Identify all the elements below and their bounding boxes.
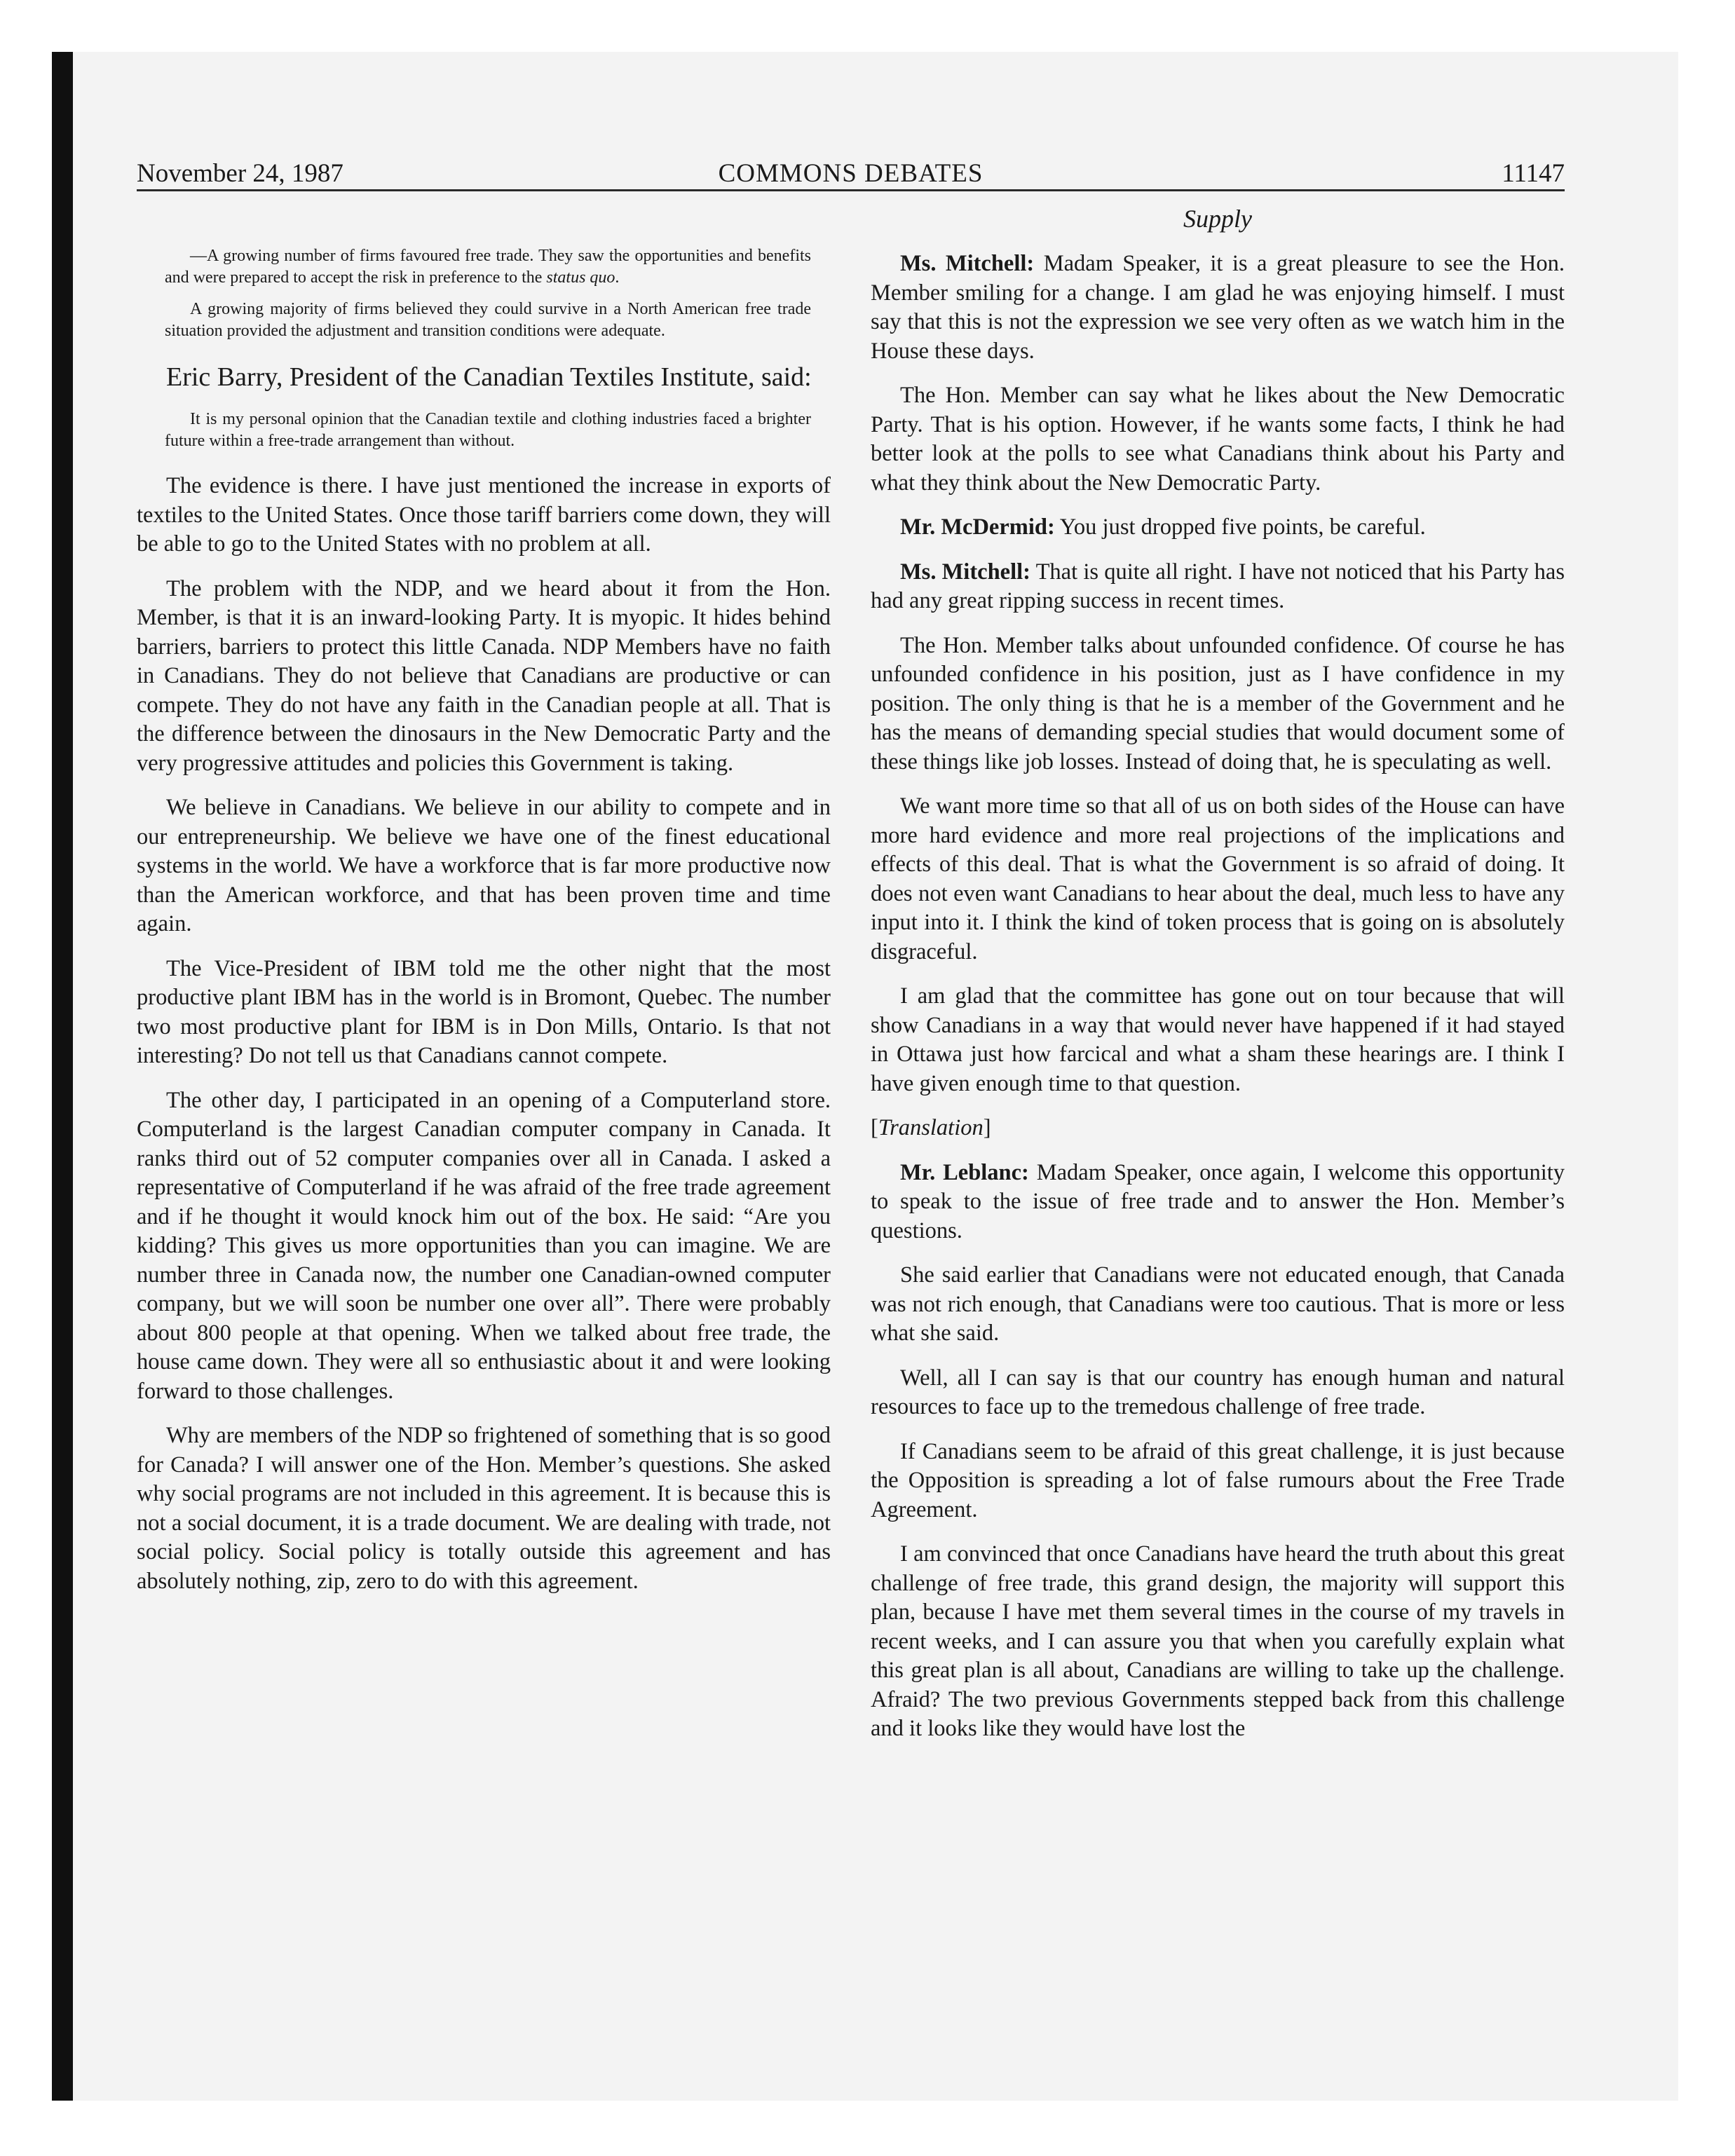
speaker-name: Ms. Mitchell:: [900, 559, 1030, 585]
speech-text: Madam Speaker, it is a great pleasure to see the Hon. Member smiling for a change. I am glad he was enjoying himself. I must say that this is not the expression we see very often as we watch him in the House these days.: [871, 251, 1565, 364]
speech-text: You just dropped five points, be careful.: [1054, 514, 1426, 540]
translation-marker: [871, 1114, 1565, 1143]
paragraph: Eric Barry, President of the Canadian Textiles Institute, said:: [166, 362, 812, 392]
left-column: [137, 203, 831, 1611]
bracket: ]: [983, 1115, 991, 1140]
header-rule: [137, 189, 1565, 191]
paragraph: If Canadians seem to be afraid of this great challenge, it is just because the Opposition is spreading a lot of false rumours about the Free Trade Agreement.: [871, 1438, 1565, 1522]
speaker-name: Ms. Mitchell:: [900, 251, 1035, 276]
quoted-passage: [137, 409, 831, 452]
paragraph: The Hon. Member talks about unfounded confidence. Of course he has unfounded confidence in his position, just as I have confidence in my position. The only thing is that he is a member of the Government and he has the means of demanding special studies that would document some of these things like job losses. Instead of doing that, he is speculating as well.: [871, 632, 1565, 775]
page-header: [137, 156, 1565, 192]
header-title: COMMONS DEBATES: [718, 159, 984, 188]
scan-edge-shadow: [52, 52, 73, 2101]
quote-italic-text: status quo: [546, 268, 615, 287]
speech-text: That is quite all right. I have not noticed that his Party has had any great ripping success in recent times.: [871, 559, 1565, 613]
speech-paragraph: [871, 1159, 1565, 1246]
translation-label: Translation: [878, 1115, 984, 1140]
header-date: November 24, 1987: [137, 159, 343, 188]
paragraph: The Vice-President of IBM told me the other night that the most productive plant IBM has in the world is in Bromont, Quebec. The number two most productive plant for IBM is in Don Mills, Ontario. Is that not interesting? Do not tell us that Canadians cannot compete.: [137, 955, 831, 1068]
paragraph: I am convinced that once Canadians have heard the truth about this great challenge of free trade, this grand design, the majority will support this plan, because I have met them several times in the course of my travels in recent weeks, and I can assure you that when you carefully explain what this great plan is all about, Canadians are willing to take up the challenge. Afraid? The two previous Governments stepped back from this challenge and it looks like they would have lost the: [871, 1541, 1565, 1741]
paragraph: The problem with the NDP, and we heard about it from the Hon. Member, is that it is an inward-looking Party. It is myopic. It hides behind barriers, barriers to protect this little Canada. NDP Members have no faith in Canadians. They do not believe that Canadians are productive or can compete. They do not have any faith in the Canadian people at all. That is the difference between the dinosaurs in the New Democratic Party and the very progressive attitudes and policies this Government is taking.: [137, 575, 831, 776]
bracket: [: [871, 1115, 878, 1140]
paragraph: We want more time so that all of us on both sides of the House can have more hard evidence and more real projections of the implications and effects of this deal. That is what the Government is so afraid of doing. It does not even want Canadians to hear about the deal, much less to have any input into it. I think the kind of token process that is going on is absolutely disgraceful.: [871, 793, 1565, 964]
paragraph: The Hon. Member can say what he likes about the New Democratic Party. That is his option. However, if he wants some facts, I think he had better look at the polls to see what Canadians think about his Party and what they think about the New Democratic Party.: [871, 383, 1565, 496]
quote-text: .: [615, 268, 620, 287]
paragraph: The other day, I participated in an opening of a Computerland store. Computerland is the largest Canadian computer company in Canada. It ranks third out of 52 computer companies over all in Canada. I asked a representative of Computerland if he was afraid of the free trade agreement and if he thought it would knock him out of the box. He said: “Are you kidding? This gives us more opportunities than you can imagine. We are number three in Canada now, the number one Canadian-owned computer company, but we will soon be number one over all”. There were probably about 800 people at that opening. When we talked about free trade, the house came down. They were all so enthusiastic about it and were looking forward to those challenges.: [137, 1087, 831, 1404]
quoted-passage: [137, 245, 831, 342]
speaker-name: Mr. Leblanc:: [900, 1159, 1029, 1185]
header-page-number: 11147: [1502, 159, 1565, 188]
paragraph: Why are members of the NDP so frightened of something that is so good for Canada? I will answer one of the Hon. Member’s questions. She asked why social programs are not included in this agreement. It is because this is not a social document, it is a trade document. We are dealing with trade, not social policy. Social policy is totally outside this agreement and has absolutely nothing, zip, zero to do with this agreement.: [137, 1423, 831, 1594]
quote-text: —A growing number of firms favoured free trade. They saw the opportunities and benefits and were prepared to accept the risk in preference to the: [165, 247, 811, 287]
quote-paragraph: [137, 245, 831, 289]
paragraph: The evidence is there. I have just mentioned the increase in exports of textiles to the United States. Once those tariff barriers come down, they will be able to go to the United States with no problem at all.: [137, 473, 831, 557]
quote-paragraph: A growing majority of firms believed they could survive in a North American free trade situation provided the adjustment and transition conditions were adequate.: [165, 300, 811, 340]
speech-paragraph: [871, 250, 1565, 366]
speech-paragraph: [871, 513, 1565, 543]
right-column: [871, 203, 1565, 1759]
section-title: Supply: [1183, 205, 1252, 233]
quote-paragraph: It is my personal opinion that the Canadian textile and clothing industries faced a brighter future within a free-trade arrangement than without.: [165, 410, 811, 450]
speaker-name: Mr. McDermid:: [900, 514, 1055, 540]
paragraph: We believe in Canadians. We believe in our ability to compete and in our entrepreneurship. We believe we have one of the finest educational systems in the world. We have a workforce that is far more productive now than the American workforce, and that has been proven time and time again.: [137, 795, 831, 936]
speech-text: Madam Speaker, once again, I welcome this opportunity to speak to the issue of free trade and to answer the Hon. Member’s questions.: [871, 1159, 1565, 1243]
paragraph: I am glad that the committee has gone out on tour because that will show Canadians in a way that would never have happened if it had stayed in Ottawa just how farcical and what a sham these hearings are. I think I have given enough time to that question.: [871, 983, 1565, 1096]
speech-paragraph: [871, 558, 1565, 616]
paragraph: Well, all I can say is that our country has enough human and natural resources to face up to the tremedous challenge of free trade.: [871, 1365, 1565, 1419]
paragraph: She said earlier that Canadians were not educated enough, that Canada was not rich enough, that Canadians were too cautious. That is more or less what she said.: [871, 1262, 1565, 1346]
